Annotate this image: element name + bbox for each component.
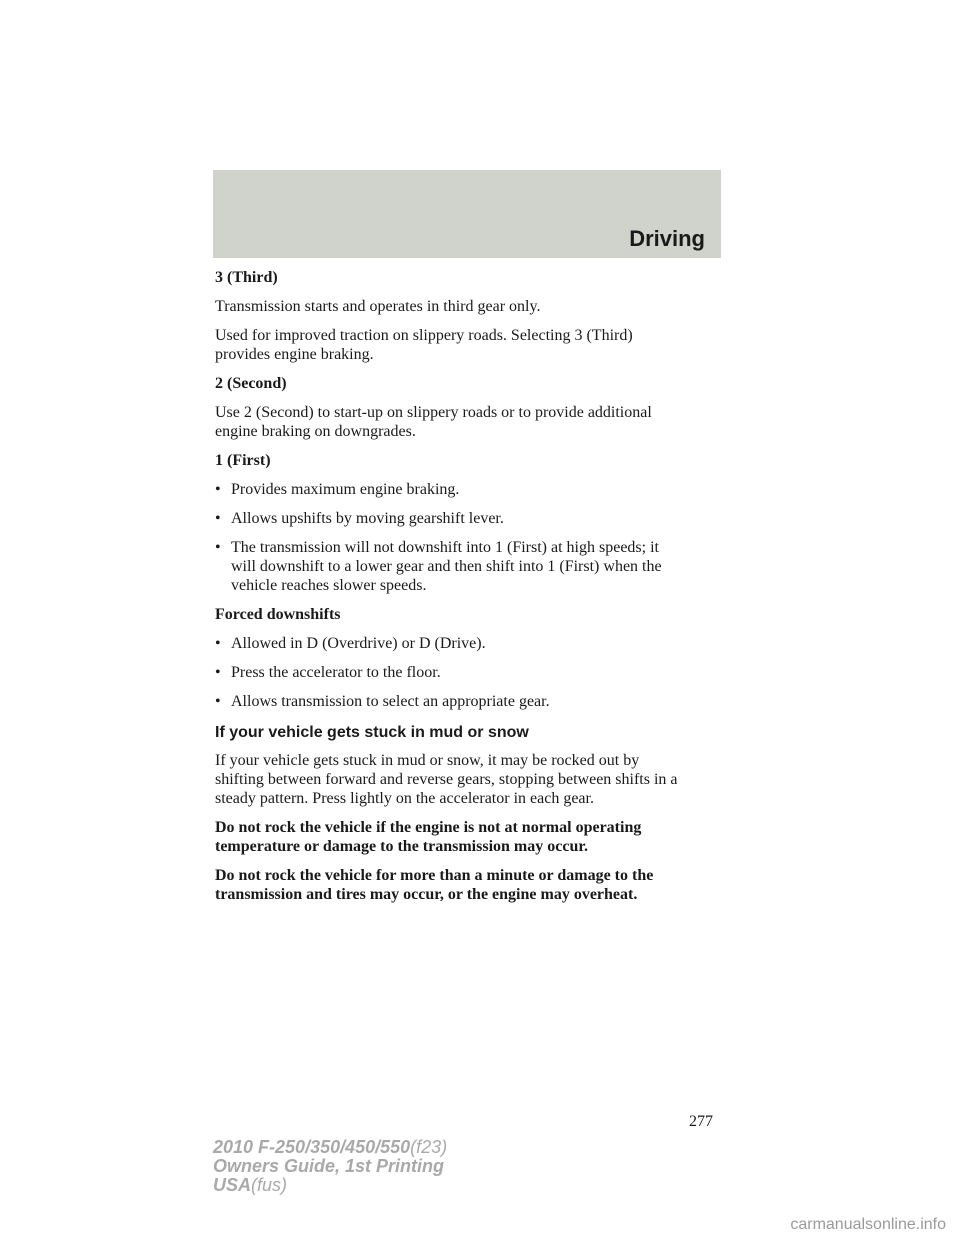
footer-line-region xyxy=(213,1176,447,1195)
list-item-text-line-2: will downshift to a lower gear and then shift into 1 (First) when the xyxy=(231,558,662,575)
paragraph-stuck-1 xyxy=(215,751,725,808)
footer-region: USA xyxy=(213,1175,252,1195)
footer-guide: Owners Guide, 1st Printing xyxy=(213,1156,445,1176)
footer-region-code: (fus) xyxy=(251,1175,288,1195)
list-item-text: Allows transmission to select an appropriate gear. xyxy=(231,693,550,710)
heading-third: 3 (Third) xyxy=(215,269,278,286)
paragraph-third-1: Transmission starts and operates in third gear only. xyxy=(215,298,541,315)
list-item xyxy=(215,509,725,528)
paragraph-second-1-line-2: engine braking on downgrades. xyxy=(215,423,416,440)
print-footer xyxy=(213,1138,447,1195)
warning-paragraph-2 xyxy=(215,866,725,904)
list-item xyxy=(215,480,725,499)
bullet-icon: • xyxy=(215,635,221,652)
warning-1-line-2: temperature or damage to the transmission may occur. xyxy=(215,838,588,855)
warning-2-line-2: transmission and tires may occur, or the engine may overheat. xyxy=(215,886,638,903)
paragraph-second-1 xyxy=(215,403,725,441)
paragraph-second-1-line-1: Use 2 (Second) to start-up on slippery roads or to provide additional xyxy=(215,404,652,421)
section-header-band xyxy=(213,170,721,258)
list-item xyxy=(215,538,725,595)
bullet-icon: • xyxy=(215,510,221,527)
paragraph-third-2 xyxy=(215,326,725,364)
heading-stuck-mud-snow: If your vehicle gets stuck in mud or snow xyxy=(215,724,529,741)
page-number: 277 xyxy=(689,1113,713,1130)
footer-model-code: (f23) xyxy=(410,1137,448,1157)
footer-model: 2010 F-250/350/450/550 xyxy=(213,1137,411,1157)
paragraph-third-2-line-2: provides engine braking. xyxy=(215,346,374,363)
paragraph-stuck-1-line-3: steady pattern. Press lightly on the accelerator in each gear. xyxy=(215,790,594,807)
forced-bullet-list xyxy=(215,634,725,711)
warning-1-line-1: Do not rock the vehicle if the engine is not at normal operating xyxy=(215,819,642,836)
paragraph-stuck-1-line-1: If your vehicle gets stuck in mud or snow, it may be rocked out by xyxy=(215,752,640,769)
paragraph-third-2-line-1: Used for improved traction on slippery roads. Selecting 3 (Third) xyxy=(215,327,633,344)
list-item-text-line-1: The transmission will not downshift into 1 (First) at high speeds; it xyxy=(231,539,659,556)
list-item xyxy=(215,692,725,711)
first-bullet-list xyxy=(215,480,725,595)
list-item xyxy=(215,634,725,653)
footer-line-model xyxy=(213,1138,447,1157)
heading-second: 2 (Second) xyxy=(215,375,287,392)
page-content xyxy=(215,268,725,914)
heading-first: 1 (First) xyxy=(215,452,271,469)
watermark-link[interactable]: carmanualsonline.info xyxy=(790,1216,946,1233)
bullet-icon: • xyxy=(215,539,221,556)
list-item xyxy=(215,663,725,682)
list-item-text: Allows upshifts by moving gearshift lever. xyxy=(231,510,504,527)
heading-forced-downshifts: Forced downshifts xyxy=(215,606,341,623)
bullet-icon: • xyxy=(215,481,221,498)
bullet-icon: • xyxy=(215,693,221,710)
warning-paragraph-1 xyxy=(215,818,725,856)
paragraph-stuck-1-line-2: shifting between forward and reverse gears, stopping between shifts in a xyxy=(215,771,678,788)
section-title: Driving xyxy=(629,226,705,251)
bullet-icon: • xyxy=(215,664,221,681)
list-item-text: Allowed in D (Overdrive) or D (Drive). xyxy=(231,635,486,652)
list-item-text-line-3: vehicle reaches slower speeds. xyxy=(231,577,427,594)
list-item-text: Press the accelerator to the floor. xyxy=(231,664,441,681)
list-item-text: Provides maximum engine braking. xyxy=(231,481,460,498)
warning-2-line-1: Do not rock the vehicle for more than a minute or damage to the xyxy=(215,867,654,884)
